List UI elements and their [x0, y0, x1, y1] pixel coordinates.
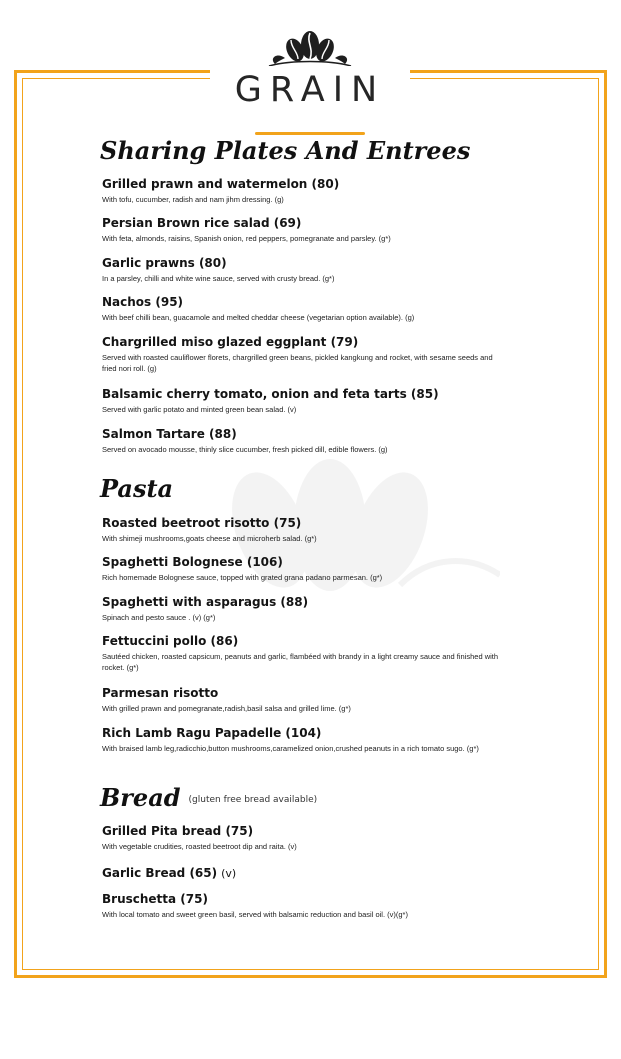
item-name: Salmon Tartare (88): [102, 427, 237, 441]
section-note: (gluten free bread available): [188, 794, 318, 805]
item-name: Balsamic cherry tomato, onion and feta tarts (85): [102, 387, 439, 401]
item-description: In a parsley, chilli and white wine sauce, served with crusty bread. (g*): [102, 274, 335, 283]
item-name: Spaghetti Bolognese (106): [102, 555, 283, 569]
brand-logo: [210, 30, 410, 110]
item-name: Parmesan risotto: [102, 686, 219, 700]
menu-item: [102, 824, 502, 852]
item-description: Served with roasted cauliflower florets, chargrilled green beans, pickled kangkung and rocket, with sesame seeds and fried nori roll. (g): [102, 353, 493, 373]
item-name: Grilled Pita bread (75): [102, 824, 254, 838]
item-description: With feta, almonds, raisins, Spanish onion, red peppers, pomegranate and parsley. (g*): [102, 234, 391, 243]
item-description: Rich homemade Bolognese sauce, topped with grated grana padano parmesan. (g*): [102, 573, 383, 582]
section-title-bread: [100, 783, 317, 815]
item-description: With vegetable crudities, roasted beetroot dip and raita. (v): [102, 842, 297, 851]
item-name: Chargrilled miso glazed eggplant (79): [102, 335, 359, 349]
menu-item: [102, 295, 502, 323]
item-description: With tofu, cucumber, radish and nam jihm dressing. (g): [102, 195, 284, 204]
item-description: With shimeji mushrooms,goats cheese and microherb salad. (g*): [102, 534, 317, 543]
item-name: Garlic Bread (65): [102, 866, 218, 880]
menu-item: [102, 387, 502, 415]
item-description: With beef chilli bean, guacamole and melted cheddar cheese (vegetarian option available). (g): [102, 313, 415, 322]
item-name: Nachos (95): [102, 295, 184, 309]
item-name: Garlic prawns (80): [102, 256, 227, 270]
menu-item: [102, 256, 502, 284]
item-description: Spinach and pesto sauce . (v) (g*): [102, 613, 216, 622]
item-name: Roasted beetroot risotto (75): [102, 516, 302, 530]
item-name: Grilled prawn and watermelon (80): [102, 177, 340, 191]
item-description: Sautéed chicken, roasted capsicum, peanuts and garlic, flambéed with brandy in a light creamy sauce and finished with rocket. (g*): [102, 652, 499, 672]
menu-item: [102, 892, 502, 920]
brand-underline: [255, 132, 365, 135]
item-description: Served with garlic potato and minted green bean salad. (v): [102, 405, 297, 414]
menu-item: [102, 216, 502, 244]
item-name: Fettuccini pollo (86): [102, 634, 239, 648]
menu-item: [102, 866, 502, 881]
section-title-entrees: Sharing Plates And Entrees: [100, 136, 471, 165]
menu-item: [102, 335, 502, 374]
menu-item: [102, 595, 502, 623]
item-description: Served on avocado mousse, thinly slice cucumber, fresh picked dill, edible flowers. (g): [102, 445, 388, 454]
menu-item: [102, 555, 502, 583]
menu-item: [102, 634, 502, 673]
item-name: Rich Lamb Ragu Papadelle (104): [102, 726, 322, 740]
menu-item: [102, 516, 502, 544]
item-description: With local tomato and sweet green basil, served with balsamic reduction and basil oil. (v)(g*): [102, 910, 408, 919]
menu-item: [102, 726, 502, 754]
item-name-row: [102, 866, 502, 881]
item-description: With braised lamb leg,radicchio,button mushrooms,caramelized onion,crushed peanuts in a rich tomato sugo. (g*): [102, 744, 479, 753]
section-title-text: Bread: [100, 783, 181, 812]
item-name: Persian Brown rice salad (69): [102, 216, 302, 230]
menu-item: [102, 686, 502, 714]
menu-item: [102, 177, 502, 205]
menu-item: [102, 427, 502, 455]
item-name: Spaghetti with asparagus (88): [102, 595, 309, 609]
item-tag: (v): [221, 867, 237, 880]
item-description: With grilled prawn and pomegranate,radish,basil salsa and grilled lime. (g*): [102, 704, 351, 713]
coffee-bean-leaves-logo: [265, 30, 355, 66]
item-name: Bruschetta (75): [102, 892, 208, 906]
brand-name: GRAIN: [234, 70, 386, 110]
section-title-pasta: Pasta: [100, 474, 174, 503]
